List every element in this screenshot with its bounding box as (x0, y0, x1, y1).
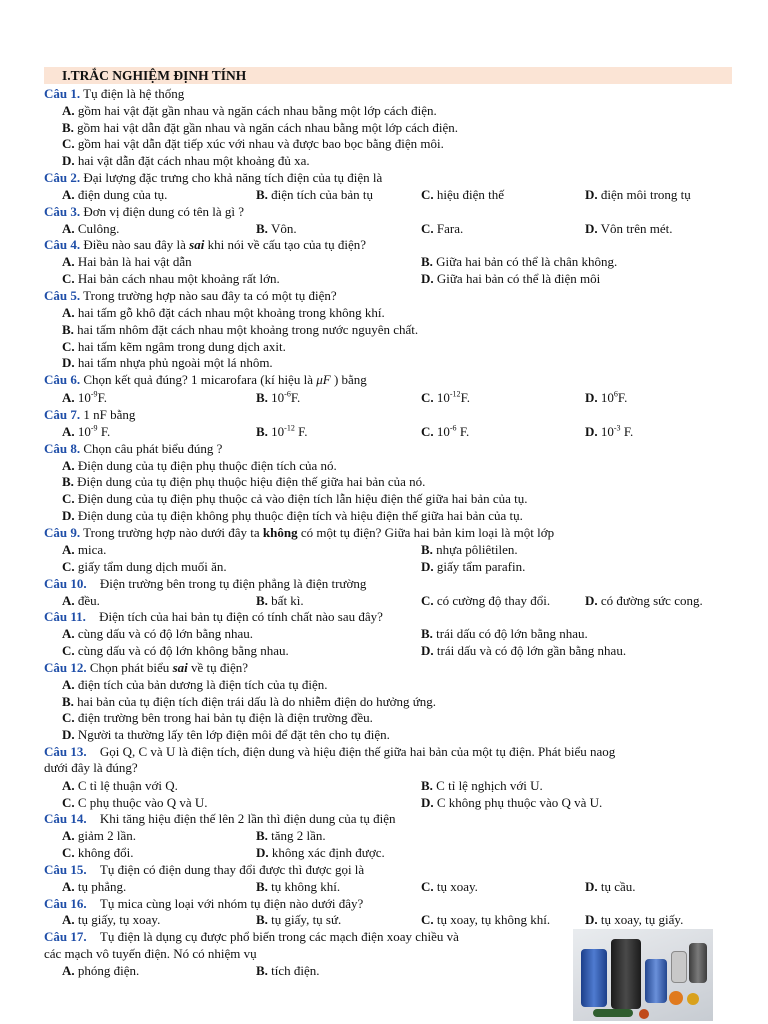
option-letter: D. (256, 845, 269, 860)
answer-option[interactable] (421, 271, 600, 286)
question-text: có một tụ điện? Giữa hai bản kim loại là một lớp (297, 525, 555, 540)
option-letter: B. (62, 322, 74, 337)
answer-option[interactable] (62, 103, 437, 118)
question-text: Tụ điện là hệ thống (83, 86, 185, 101)
answer-option[interactable] (585, 424, 633, 439)
option-letter: B. (421, 626, 433, 641)
answer-option[interactable] (421, 254, 617, 269)
answer-option[interactable] (62, 271, 280, 286)
answer-option[interactable] (62, 845, 134, 860)
answer-option[interactable] (62, 727, 390, 742)
answer-option[interactable] (62, 339, 286, 354)
option-text: Vôn. (270, 221, 297, 236)
question-stem (44, 929, 459, 944)
option-letter: A. (62, 626, 75, 641)
answer-option[interactable] (585, 879, 636, 894)
option-text: Điện dung của tụ điện phụ thuộc điện tích của nó. (77, 458, 337, 473)
answer-option[interactable] (62, 879, 126, 894)
option-letter: B. (256, 390, 268, 405)
question-emphasis: sai (172, 660, 188, 675)
question-text-cont: dưới đây là đúng? (44, 760, 138, 775)
question-number: Câu 8. (44, 441, 81, 456)
answer-option[interactable] (62, 694, 436, 709)
option-letter: B. (256, 187, 268, 202)
question-text: Trong trường hợp nào sau đây ta có một tụ điện? (83, 288, 337, 303)
option-text: C tỉ lệ thuận với Q. (77, 778, 178, 793)
option-letter: D. (585, 912, 598, 927)
question-number: Câu 6. (44, 372, 81, 387)
answer-option[interactable] (585, 221, 673, 236)
option-text: điện tích của bản tụ (271, 187, 373, 202)
answer-option[interactable] (62, 187, 167, 202)
option-text: có cường độ thay đổi. (436, 593, 551, 608)
option-text: giấy tẩm dung dịch muối ăn. (77, 559, 227, 574)
option-letter: B. (256, 879, 268, 894)
option-letter: D. (421, 643, 434, 658)
answer-option[interactable] (62, 559, 227, 574)
option-unit: F. (97, 390, 108, 405)
answer-option[interactable] (421, 542, 518, 557)
option-text: tăng 2 lần. (271, 828, 326, 843)
option-text: 10 (77, 390, 91, 405)
option-text: Hai bản cách nhau một khoảng rất lớn. (77, 271, 280, 286)
option-text: Điện dung của tụ điện không phụ thuộc điện tích và hiệu điện thế giữa hai bản của tụ. (77, 508, 523, 523)
option-letter: B. (62, 120, 74, 135)
option-letter: C. (62, 559, 75, 574)
answer-option[interactable] (421, 643, 626, 658)
answer-option[interactable] (256, 593, 304, 608)
option-text: điện dung của tụ. (77, 187, 168, 202)
option-letter: A. (62, 828, 75, 843)
option-text: hai tấm gỗ khô đặt cách nhau một khoảng trong không khí. (77, 305, 385, 320)
option-letter: B. (256, 593, 268, 608)
option-text: C tỉ lệ nghịch với U. (436, 778, 543, 793)
question-number: Câu 12. (44, 660, 87, 675)
option-letter: D. (421, 271, 434, 286)
option-exponent: -6 (449, 423, 457, 433)
question-number: Câu 15. (44, 862, 87, 877)
option-letter: D. (62, 727, 75, 742)
question-text: Gọi Q, C và U là điện tích, điện dung và hiệu điện thế giữa hai bản của một tụ điện. Phát biểu naog (99, 744, 616, 759)
answer-option[interactable] (421, 221, 463, 236)
answer-option[interactable] (62, 912, 160, 927)
option-text: tụ phẳng. (77, 879, 127, 894)
question-text: Đơn vị điện dung có tên là gì ? (83, 204, 245, 219)
section-title: I.TRẮC NGHIỆM ĐỊNH TÍNH (62, 68, 247, 83)
option-exponent: -12 (449, 389, 461, 399)
option-letter: D. (62, 508, 75, 523)
question-stem (44, 811, 396, 826)
answer-option[interactable] (585, 593, 703, 608)
question-stem (44, 744, 615, 759)
option-text: trái dấu có độ lớn bằng nhau. (436, 626, 588, 641)
answer-option[interactable] (421, 879, 478, 894)
option-letter: A. (62, 879, 75, 894)
answer-option[interactable] (62, 355, 273, 370)
option-letter: A. (62, 221, 75, 236)
option-letter: C. (62, 795, 75, 810)
option-letter: C. (62, 339, 75, 354)
question-text: Điện tích của hai bản tụ điện có tính chất nào sau đây? (99, 609, 383, 624)
option-unit: F. (617, 390, 628, 405)
option-letter: C. (62, 491, 75, 506)
option-letter: C. (62, 136, 75, 151)
question-number: Câu 5. (44, 288, 81, 303)
option-letter: D. (585, 424, 598, 439)
option-text: tụ không khí. (271, 879, 341, 894)
answer-option[interactable] (585, 912, 683, 927)
answer-option[interactable] (421, 390, 470, 405)
question-number: Câu 10. (44, 576, 87, 591)
option-text: có đường sức cong. (600, 593, 703, 608)
capacitors-photo (573, 929, 713, 1021)
option-text: mica. (77, 542, 107, 557)
question-text: ) bằng (330, 372, 367, 387)
option-text: điện tích của bản dương là điện tích của tụ điện. (77, 677, 328, 692)
option-text: 10 (271, 390, 285, 405)
option-letter: A. (62, 424, 75, 439)
question-stem (44, 660, 248, 675)
option-text: phóng điện. (77, 963, 140, 978)
answer-option[interactable] (421, 187, 504, 202)
option-letter: A. (62, 593, 75, 608)
option-letter: C. (421, 879, 434, 894)
option-text: hai bản của tụ điện tích điện trái dấu là do nhiễm điện do hưởng ứng. (77, 694, 437, 709)
option-letter: C. (421, 221, 434, 236)
question-stem (44, 204, 244, 219)
answer-option[interactable] (421, 559, 525, 574)
question-stem (44, 237, 366, 252)
option-letter: B. (421, 542, 433, 557)
section-header (44, 67, 732, 84)
answer-option[interactable] (421, 778, 543, 793)
question-number: Câu 13. (44, 744, 87, 759)
option-text: 10 (77, 424, 91, 439)
answer-option[interactable] (421, 912, 550, 927)
option-letter: C. (421, 390, 434, 405)
option-letter: D. (421, 795, 434, 810)
option-text: bất kì. (271, 593, 304, 608)
answer-option[interactable] (256, 879, 340, 894)
answer-option[interactable] (62, 153, 310, 168)
question-emphasis: sai (189, 237, 205, 252)
option-text: Culông. (77, 221, 120, 236)
answer-option[interactable] (421, 626, 588, 641)
option-letter: B. (256, 912, 268, 927)
option-text: không xác định được. (271, 845, 385, 860)
option-text: gồm hai vật dẫn đặt tiếp xúc với nhau và được bao bọc bằng điện môi. (77, 136, 444, 151)
answer-option[interactable] (256, 845, 385, 860)
option-unit: F. (456, 424, 470, 439)
answer-option[interactable] (585, 390, 627, 405)
option-letter: B. (256, 963, 268, 978)
answer-option[interactable] (62, 677, 328, 692)
answer-option[interactable] (62, 643, 289, 658)
option-letter: C. (421, 593, 434, 608)
option-letter: B. (256, 828, 268, 843)
option-letter: A. (62, 458, 75, 473)
answer-option[interactable] (62, 305, 385, 320)
option-letter: B. (62, 694, 74, 709)
answer-option[interactable] (62, 778, 178, 793)
option-letter: A. (62, 103, 75, 118)
question-number: Câu 3. (44, 204, 81, 219)
answer-option[interactable] (421, 795, 602, 810)
option-text: gồm hai vật đặt gần nhau và ngăn cách nhau bằng một lớp cách điện. (77, 103, 437, 118)
question-text: Điện trường bên trong tụ điện phẳng là điện trường (99, 576, 367, 591)
answer-option[interactable] (62, 390, 107, 405)
option-letter: A. (62, 390, 75, 405)
answer-option[interactable] (62, 136, 444, 151)
option-text: điện môi trong tụ (600, 187, 691, 202)
option-unit: F. (290, 390, 301, 405)
option-letter: A. (62, 912, 75, 927)
question-stem (44, 288, 337, 303)
question-number: Câu 14. (44, 811, 87, 826)
question-number: Câu 4. (44, 237, 81, 252)
option-text: C phụ thuộc vào Q và U. (77, 795, 208, 810)
answer-option[interactable] (62, 508, 523, 523)
answer-option[interactable] (256, 390, 300, 405)
option-letter: C. (421, 424, 434, 439)
question-text: khi nói về cấu tạo của tụ điện? (204, 237, 367, 252)
option-letter: C. (421, 912, 434, 927)
option-text: cùng dấu và có độ lớn không bằng nhau. (77, 643, 289, 658)
question-text: về tụ điện? (187, 660, 249, 675)
answer-option[interactable] (62, 491, 528, 506)
option-text: tụ xoay. (436, 879, 478, 894)
answer-option[interactable] (256, 187, 373, 202)
option-text: Fara. (436, 221, 464, 236)
option-unit: F. (97, 424, 111, 439)
answer-option[interactable] (62, 458, 337, 473)
answer-option[interactable] (62, 710, 373, 725)
answer-option[interactable] (62, 424, 110, 439)
answer-option[interactable] (256, 912, 341, 927)
question-text: Đại lượng đặc trưng cho khả năng tích điện của tụ điện là (83, 170, 383, 185)
question-number: Câu 2. (44, 170, 81, 185)
question-text: Khi tăng hiệu điện thế lên 2 lần thì điện dung của tụ điện (99, 811, 396, 826)
question-text: Chọn phát biểu (89, 660, 173, 675)
question-stem (44, 525, 554, 540)
question-text: Tụ điện là dụng cụ được phổ biến trong các mạch điện xoay chiều và (99, 929, 459, 944)
question-stem (44, 609, 383, 624)
option-text: 10 (436, 390, 450, 405)
option-letter: B. (256, 424, 268, 439)
option-letter: A. (62, 778, 75, 793)
option-text: hai tấm nhôm đặt cách nhau một khoảng trong nước nguyên chất. (77, 322, 419, 337)
question-stem (44, 372, 367, 387)
question-stem (44, 441, 222, 456)
answer-option[interactable] (62, 626, 253, 641)
option-exponent: -3 (613, 423, 621, 433)
option-letter: B. (421, 778, 433, 793)
question-emphasis: không (262, 525, 298, 540)
answer-option[interactable] (256, 963, 320, 978)
option-text: Điện dung của tụ điện phụ thuộc hiệu điện thế giữa hai bản của nó. (77, 474, 426, 489)
question-stem (44, 170, 382, 185)
option-letter: B. (421, 254, 433, 269)
option-text: không đổi. (77, 845, 134, 860)
option-exponent: 6 (613, 389, 618, 399)
option-text: trái dấu và có độ lớn gần bằng nhau. (436, 643, 627, 658)
question-text-cont: các mạch vô tuyến điện. Nó có nhiệm vụ (44, 946, 257, 961)
option-letter: D. (62, 355, 75, 370)
question-text: 1 nF bằng (83, 407, 136, 422)
option-text: gồm hai vật dẫn đặt gần nhau và ngăn cách nhau bằng một lớp cách điện. (77, 120, 459, 135)
answer-option[interactable] (256, 424, 308, 439)
question-number: Câu 17. (44, 929, 87, 944)
question-emphasis: μF (316, 372, 331, 387)
option-letter: C. (421, 187, 434, 202)
option-text: tụ xoay, tụ giấy. (600, 912, 684, 927)
question-text: Chọn câu phát biểu đúng ? (83, 441, 223, 456)
question-stem (44, 576, 366, 591)
option-text: Điện dung của tụ điện phụ thuộc cả vào điện tích lẫn hiệu điện thế giữa hai bản của tụ. (77, 491, 528, 506)
option-text: Vôn trên mét. (600, 221, 673, 236)
option-text: giấy tẩm parafin. (436, 559, 526, 574)
option-letter: B. (62, 474, 74, 489)
answer-option[interactable] (62, 593, 100, 608)
option-text: Giữa hai bản có thể là chân không. (436, 254, 618, 269)
option-text: 10 (436, 424, 450, 439)
option-text: 10 (271, 424, 285, 439)
answer-option[interactable] (62, 322, 418, 337)
answer-option[interactable] (62, 963, 139, 978)
answer-option[interactable] (62, 474, 425, 489)
answer-option[interactable] (421, 593, 550, 608)
option-letter: A. (62, 305, 75, 320)
question-stem (44, 896, 363, 911)
option-text: tụ giấy, tụ xoay. (77, 912, 161, 927)
option-exponent: -9 (90, 423, 98, 433)
question-text: Tụ điện có điện dung thay đổi được thì được gọi là (99, 862, 365, 877)
question-number: Câu 7. (44, 407, 81, 422)
option-exponent: -9 (90, 389, 98, 399)
option-letter: C. (62, 271, 75, 286)
option-unit: F. (460, 390, 471, 405)
option-letter: D. (421, 559, 434, 574)
option-text: tụ cầu. (600, 879, 636, 894)
option-text: hai vật dẫn đặt cách nhau một khoảng đủ xa. (77, 153, 310, 168)
option-exponent: -12 (284, 423, 295, 433)
option-text: tụ giấy, tụ sứ. (271, 912, 342, 927)
option-exponent: -6 (284, 389, 291, 399)
question-number: Câu 16. (44, 896, 87, 911)
option-text: cùng dấu và có độ lớn bằng nhau. (77, 626, 253, 641)
question-text: Chọn kết quả đúng? 1 micarofara (kí hiệu là (83, 372, 317, 387)
option-letter: A. (62, 254, 75, 269)
option-text: Giữa hai bản có thể là điện môi (436, 271, 601, 286)
option-text: nhựa pôliêtilen. (436, 542, 518, 557)
answer-option[interactable] (421, 424, 469, 439)
option-text: 10 (600, 390, 614, 405)
option-unit: F. (620, 424, 634, 439)
option-letter: D. (585, 879, 598, 894)
option-letter: A. (62, 187, 75, 202)
answer-option[interactable] (256, 221, 297, 236)
option-letter: C. (62, 845, 75, 860)
option-letter: D. (585, 593, 598, 608)
option-text: Người ta thường lấy tên lớp điện môi để đặt tên cho tụ điện. (77, 727, 390, 742)
option-letter: B. (256, 221, 268, 236)
option-text: hai tấm nhựa phủ ngoài một lá nhôm. (77, 355, 273, 370)
question-text: Tụ mica cùng loại với nhóm tụ điện nào dưới đây? (99, 896, 364, 911)
option-unit: F. (294, 424, 308, 439)
answer-option[interactable] (62, 221, 119, 236)
answer-option[interactable] (62, 795, 208, 810)
option-letter: D. (585, 390, 598, 405)
option-text: giảm 2 lần. (77, 828, 137, 843)
option-letter: A. (62, 963, 75, 978)
answer-option[interactable] (585, 187, 691, 202)
answer-option[interactable] (62, 254, 192, 269)
option-letter: A. (62, 542, 75, 557)
question-stem (44, 86, 184, 101)
question-number: Câu 9. (44, 525, 81, 540)
option-text: hiệu điện thế (436, 187, 505, 202)
option-text: hai tấm kẽm ngâm trong dung dịch axit. (77, 339, 286, 354)
option-letter: A. (62, 677, 75, 692)
answer-option[interactable] (256, 828, 326, 843)
question-stem (44, 407, 135, 422)
answer-option[interactable] (62, 120, 458, 135)
option-letter: D. (585, 221, 598, 236)
option-letter: C. (62, 710, 75, 725)
option-text: tích điện. (271, 963, 320, 978)
answer-option[interactable] (62, 542, 106, 557)
question-number: Câu 11. (44, 609, 86, 624)
question-text: Điều nào sau đây là (83, 237, 190, 252)
option-text: đều. (77, 593, 100, 608)
option-text: điện trường bên trong hai bản tụ điện là điện trường đều. (77, 710, 373, 725)
answer-option[interactable] (62, 828, 136, 843)
option-text: tụ xoay, tụ không khí. (436, 912, 551, 927)
option-text: C không phụ thuộc vào Q và U. (436, 795, 603, 810)
option-text: 10 (600, 424, 614, 439)
option-text: Hai bản là hai vật dẫn (77, 254, 192, 269)
question-number: Câu 1. (44, 86, 81, 101)
option-letter: C. (62, 643, 75, 658)
question-stem (44, 862, 364, 877)
option-letter: D. (62, 153, 75, 168)
option-letter: D. (585, 187, 598, 202)
question-text: Trong trường hợp nào dưới đây ta (83, 525, 263, 540)
